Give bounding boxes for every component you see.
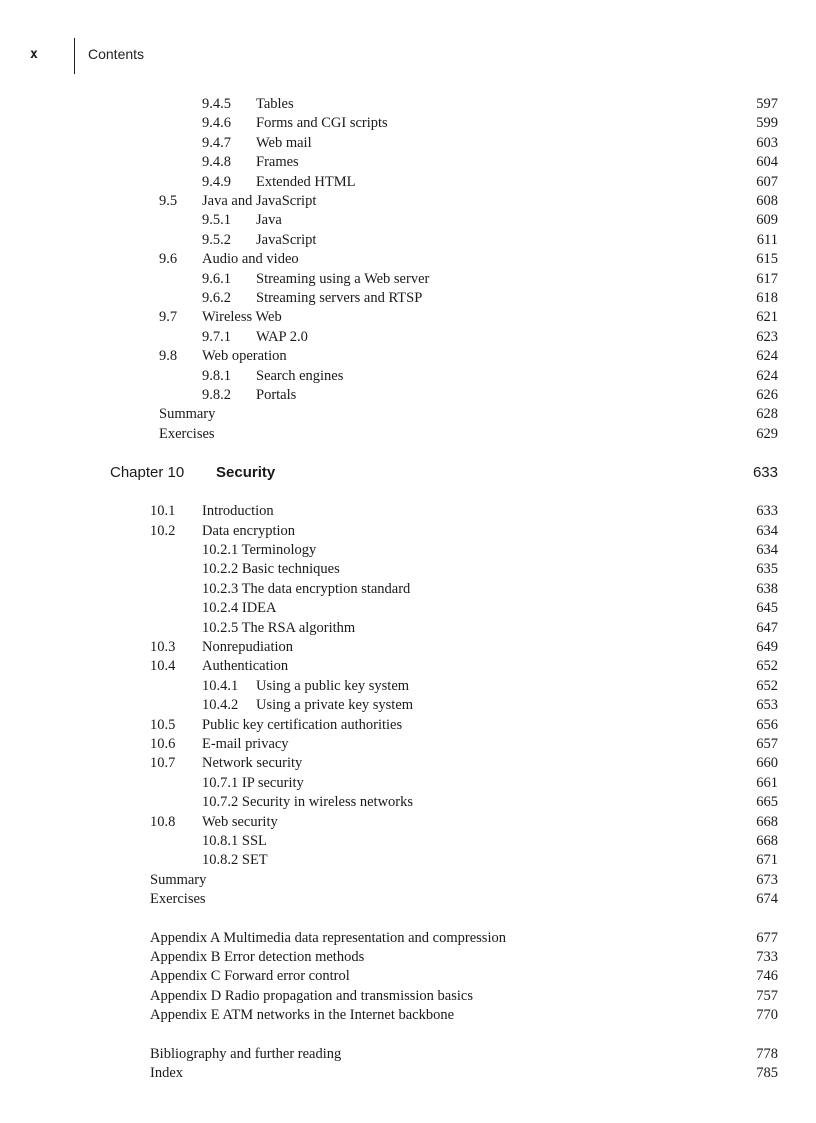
toc-entry-title: Audio and video <box>202 251 299 268</box>
page-number: x <box>30 47 38 62</box>
toc-entry-title: Web operation <box>202 348 287 365</box>
toc-entry-page: 623 <box>756 328 778 345</box>
toc-entry <box>0 871 816 890</box>
toc-entry <box>0 929 816 948</box>
running-title: Contents <box>88 46 145 62</box>
toc-entry <box>0 386 816 405</box>
toc-entry <box>0 367 816 386</box>
toc-entry-number: 10.6 <box>150 736 176 752</box>
toc-entry-title: 10.7.2 Security in wireless networks <box>202 794 414 811</box>
toc-entry-title: 10.2.3 The data encryption standard <box>202 580 411 597</box>
toc-entry-title: Portals <box>256 387 297 403</box>
toc-entry-page: 770 <box>756 1007 778 1024</box>
toc-entry-page: 668 <box>756 833 778 849</box>
toc-entry-page: 634 <box>756 522 778 539</box>
toc-entry <box>0 134 816 153</box>
toc-entry-title: Appendix C Forward error control <box>150 968 350 985</box>
toc-entry <box>0 308 816 327</box>
toc-entry-page: 633 <box>756 503 778 520</box>
toc-entry <box>0 619 816 638</box>
toc-entry <box>0 832 816 851</box>
toc-entry-page: 599 <box>756 115 778 132</box>
toc-entry-title: Forms and CGI scripts <box>256 115 388 132</box>
toc-entry-number: 10.8 <box>150 813 176 830</box>
toc-entry-number: 9.5 <box>159 193 178 209</box>
toc-entry <box>0 153 816 172</box>
toc-entry-page: 649 <box>756 639 778 655</box>
toc-entry-title: Data encryption <box>202 522 296 539</box>
toc-entry-title: 10.2.1 Terminology <box>202 542 317 558</box>
toc-entry <box>0 502 816 521</box>
toc-entry-number: 9.8 <box>159 348 178 365</box>
toc-entry-page: 665 <box>756 794 778 811</box>
toc-entry <box>0 114 816 133</box>
toc-entry-title: Extended HTML <box>256 173 356 190</box>
toc-entry-page: 668 <box>756 813 778 830</box>
toc-entry-page: 785 <box>756 1065 778 1081</box>
toc-entry-page: 746 <box>756 968 778 985</box>
toc-entry <box>0 541 816 560</box>
toc-entry-number: 9.7 <box>159 309 178 326</box>
toc-entry-number: 9.8.2 <box>202 387 231 403</box>
toc-entry-page: 618 <box>756 290 778 306</box>
toc-entry-page: 661 <box>756 774 778 791</box>
toc-entry-title: Web security <box>202 813 278 830</box>
toc-entry <box>0 95 816 114</box>
toc-entry-title: Exercises <box>159 425 215 442</box>
toc-entry-title: Tables <box>256 96 294 112</box>
toc-entry <box>0 231 816 250</box>
toc-entry-number: 10.4.1 <box>202 677 239 694</box>
toc-entry-page: 604 <box>756 154 778 171</box>
toc-entry <box>0 735 816 754</box>
toc-entry <box>0 522 816 541</box>
toc-entry-number: 10.1 <box>150 503 176 520</box>
toc-entry-page: 634 <box>756 542 778 558</box>
toc-entry-title: Appendix E ATM networks in the Internet backbone <box>150 1007 455 1024</box>
toc-entry-page: 624 <box>756 348 778 365</box>
toc-entry-title: Appendix B Error detection methods <box>150 949 365 965</box>
toc-entry-title: E-mail privacy <box>202 736 289 752</box>
toc-entry-page: 652 <box>756 658 778 675</box>
toc-entry-title: Java and JavaScript <box>202 193 317 209</box>
toc-entry <box>0 599 816 618</box>
toc-entry <box>0 270 816 289</box>
toc-entry <box>0 851 816 870</box>
toc-entry-page: 629 <box>756 425 778 442</box>
toc-entry-number: 10.2 <box>150 522 176 539</box>
toc-entry-page: 671 <box>756 852 778 869</box>
toc-entry-title: Wireless Web <box>202 309 282 326</box>
toc-entry-page: 608 <box>756 193 778 209</box>
toc-entry-title: Authentication <box>202 658 289 675</box>
toc-entry <box>0 774 816 793</box>
toc-entry-title: WAP 2.0 <box>256 328 308 345</box>
toc-entry-page: 673 <box>756 871 778 888</box>
toc-entry-page: 626 <box>756 387 778 403</box>
toc-entry-page: 757 <box>756 987 778 1004</box>
toc-entry-title: Streaming using a Web server <box>256 270 430 287</box>
toc-entry <box>0 890 816 909</box>
toc-entry <box>0 1045 816 1064</box>
toc-entry-title: Streaming servers and RTSP <box>256 290 423 306</box>
toc-entry <box>0 405 816 424</box>
toc-entry <box>0 1064 816 1083</box>
toc-entry <box>0 813 816 832</box>
toc-entry <box>0 211 816 230</box>
toc-entry-number: 9.5.1 <box>202 212 231 229</box>
toc-entry <box>0 987 816 1006</box>
toc-entry-title: 10.7.1 IP security <box>202 774 304 791</box>
toc-entry-page: 647 <box>756 619 778 636</box>
toc-entry-page: 624 <box>756 367 778 384</box>
toc-entry-title: 10.8.1 SSL <box>202 833 267 849</box>
toc-entry <box>0 560 816 579</box>
toc-entry-page: 597 <box>756 96 778 112</box>
toc-entry-title: Network security <box>202 755 303 772</box>
toc-entry-title: Using a public key system <box>256 677 410 694</box>
toc-entry-title: Appendix D Radio propagation and transmission basics <box>150 987 473 1004</box>
toc-entry-page: 628 <box>756 406 778 423</box>
toc-entry <box>0 580 816 599</box>
toc-entry-page: 633 <box>752 464 778 482</box>
toc-entry-title: 10.2.4 IDEA <box>202 600 277 617</box>
toc-entry-number: 9.8.1 <box>202 367 231 384</box>
toc-entry-number: 9.6 <box>159 251 178 268</box>
toc-entry-title: Using a private key system <box>256 697 414 714</box>
toc-entry-number: Chapter 10 <box>110 464 185 482</box>
toc-entry-title: Security <box>216 464 276 482</box>
toc-entry <box>0 677 816 696</box>
toc-entry <box>0 754 816 773</box>
toc-entry-number: 9.6.1 <box>202 270 231 287</box>
toc-entry-title: 10.2.5 The RSA algorithm <box>202 619 356 636</box>
toc-entry-page: 635 <box>756 561 778 578</box>
toc-entry-page: 638 <box>756 580 778 597</box>
toc-entry-page: 657 <box>756 736 778 752</box>
toc-entry-title: 10.2.2 Basic techniques <box>202 561 340 578</box>
toc-entry-title: Nonrepudiation <box>202 639 294 655</box>
toc-entry-number: 9.4.6 <box>202 115 231 132</box>
toc-entry <box>0 696 816 715</box>
toc-entry <box>0 250 816 269</box>
toc-entry-number: 9.4.7 <box>202 134 231 151</box>
toc-entry-title: Appendix A Multimedia data representation and compression <box>150 929 506 946</box>
toc-entry-number: 9.6.2 <box>202 290 231 306</box>
toc-entry-title: Public key certification authorities <box>202 716 403 733</box>
toc-entry <box>0 347 816 366</box>
toc-entry-title: Summary <box>150 871 207 888</box>
toc-entry-number: 9.4.9 <box>202 173 231 190</box>
toc-entry-number: 9.4.8 <box>202 154 231 171</box>
toc-entry-title: Introduction <box>202 503 274 520</box>
toc-entry-page: 603 <box>756 134 778 151</box>
toc-entry-page: 677 <box>756 929 778 946</box>
toc-entry-number: 9.7.1 <box>202 328 231 345</box>
toc-entry <box>0 173 816 192</box>
toc-entry-title: Summary <box>159 406 216 423</box>
toc-entry-page: 660 <box>756 755 778 772</box>
toc-entry-page: 674 <box>756 891 778 908</box>
toc-entry-page: 609 <box>756 212 778 229</box>
toc-entry-page: 611 <box>756 231 778 248</box>
toc-entry <box>0 657 816 676</box>
toc-entry <box>0 328 816 347</box>
toc-entry-title: Bibliography and further reading <box>150 1045 342 1062</box>
toc-entry <box>0 716 816 735</box>
toc-entry-page: 617 <box>756 270 778 287</box>
toc-entry-page: 607 <box>756 173 778 190</box>
toc-entry <box>0 638 816 657</box>
toc-entry-page: 621 <box>756 309 778 326</box>
toc-entry <box>0 967 816 986</box>
toc-entry <box>0 425 816 444</box>
toc-entry-title: Java <box>256 212 282 229</box>
toc-entry <box>0 793 816 812</box>
toc-entry-title: Exercises <box>150 891 206 908</box>
toc-entry <box>0 192 816 211</box>
toc-entry-page: 733 <box>756 949 778 965</box>
toc-entry-number: 10.7 <box>150 755 176 772</box>
toc-entry-title: Search engines <box>256 367 344 384</box>
toc-entry <box>0 1006 816 1025</box>
toc-entry-page: 652 <box>756 677 778 694</box>
toc-entry-title: Index <box>150 1065 184 1081</box>
toc-entry-page: 615 <box>756 251 778 268</box>
toc-entry-title: JavaScript <box>256 231 317 248</box>
toc-entry-number: 9.4.5 <box>202 96 231 112</box>
toc-entry-page: 653 <box>756 697 778 714</box>
toc-entry-title: Web mail <box>256 134 312 151</box>
toc-entry-title: 10.8.2 SET <box>202 852 268 869</box>
toc-entry-number: 10.5 <box>150 716 176 733</box>
toc-entry-number: 10.4.2 <box>202 697 239 714</box>
toc-entry-number: 10.3 <box>150 639 176 655</box>
toc-entry-number: 9.5.2 <box>202 231 231 248</box>
toc-entry-title: Frames <box>256 154 299 171</box>
toc-entry-page: 656 <box>756 716 778 733</box>
toc-entry <box>0 289 816 308</box>
toc-entry-page: 778 <box>756 1045 778 1062</box>
toc-entry-page: 645 <box>756 600 778 617</box>
chapter-heading <box>0 463 816 482</box>
toc-entry-number: 10.4 <box>150 658 176 675</box>
toc-entry <box>0 948 816 967</box>
